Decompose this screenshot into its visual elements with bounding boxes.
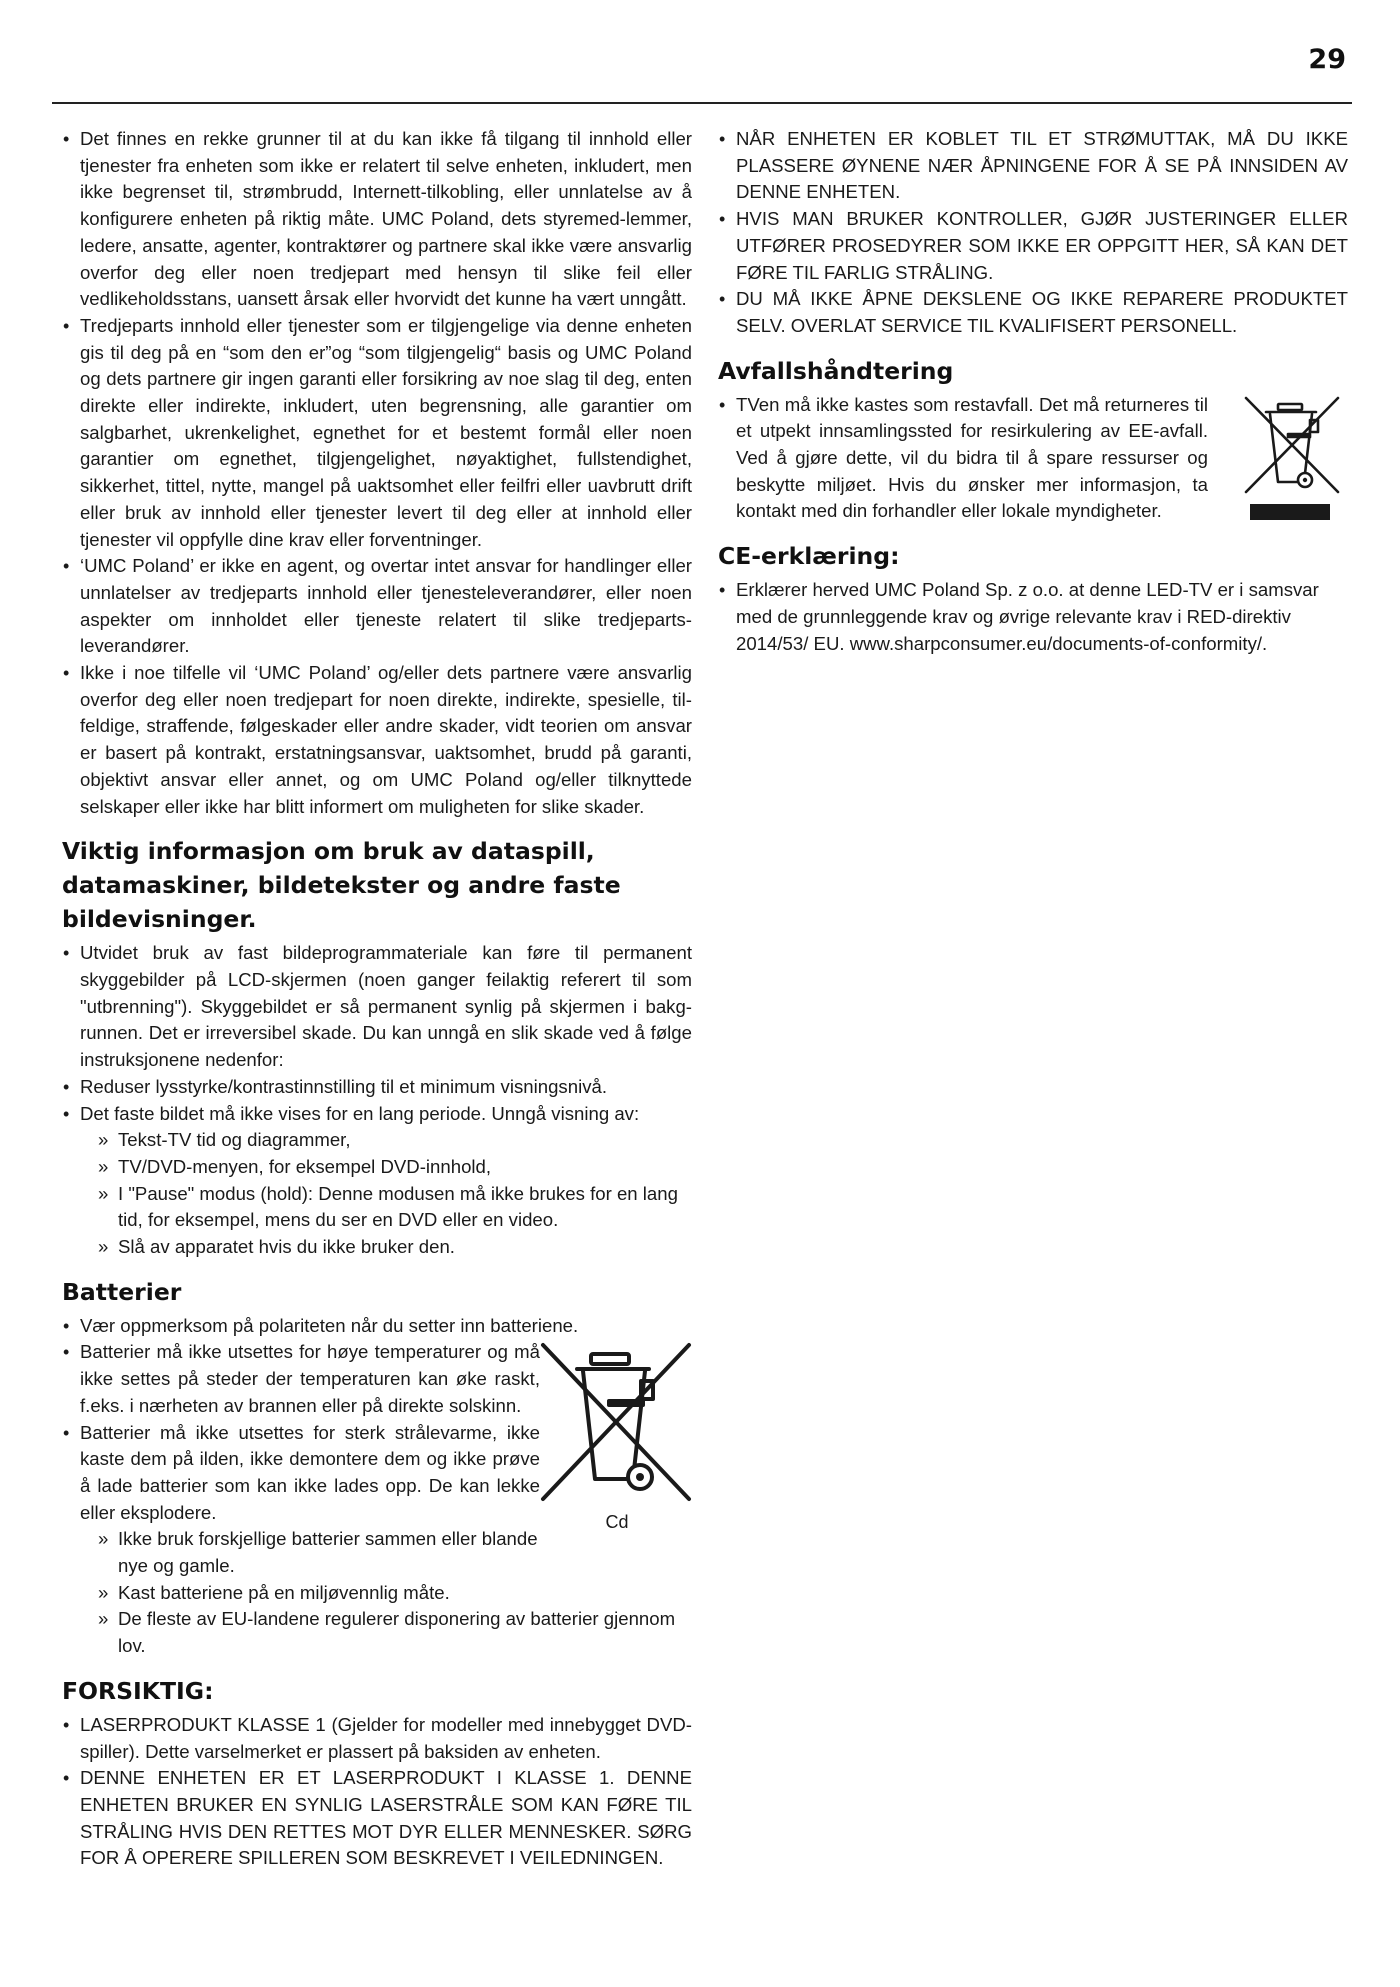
avfall-bullet-list: [718, 392, 1208, 526]
sub-list-item: » TV/DVD-menyen, for eksempel DVD-innhold,: [62, 1154, 692, 1181]
viktig-sub-list: [62, 1127, 692, 1261]
batterier-bullet-list: [62, 1313, 692, 1340]
batterier-sub-list: [62, 1526, 692, 1660]
list-item: • Reduser lysstyrke/kontrastinnstilling til et minimum visningsnivå.: [62, 1074, 692, 1101]
section-heading-forsiktig: FORSIKTIG:: [62, 1676, 214, 1705]
batterier-icon-block: [62, 1339, 692, 1533]
list-item: [62, 1101, 692, 1261]
weee-bin-icon: [1242, 394, 1342, 535]
sub-list-item: » De fleste av EU-landene regulerer disponering av batterier gjennom lov.: [62, 1606, 692, 1659]
list-item: • Ikke i noe tilfelle vil ‘UMC Poland’ og/eller dets partnere være ansvarlig overfor deg eller noen tredjepart for noen direkte, indirekte, spesielle, til-feldige, straffende, følgeskader eller andre skader, vidt teorien om ansvar er basert på kontrakt, erstatningsansvar, uaktsomhet, brudd på garanti, objektivt ansvar eller annet, og om UMC Poland og/eller tilknyttede selskaper eller ikke har blitt informert om muligheten for slike skader.: [62, 660, 692, 820]
intro-bullet-list: [62, 126, 692, 820]
list-item: • DENNE ENHETEN ER ET LASERPRODUKT I KLASSE 1. DENNE ENHETEN BRUKER EN SYNLIG LASERSTRÅLE SOM KAN FØRE TIL STRÅLING HVIS DEN RETTES MOT DYR ELLER MENNESKER. SØRG FOR Å OPERERE SPILLEREN SOM BESKREVET I VEILEDNINGEN.: [62, 1765, 692, 1872]
battery-icon-caption: Cd: [605, 1512, 629, 1533]
list-item: • Tredjeparts innhold eller tjenester som er tilgjengelige via denne enheten gis til deg på en “som den er”og “som tilgjengelig“ basis og UMC Poland og dets partnere gir ingen garanti eller forsikring av noe slag til deg, enten direkte eller indirekte, inkludert, uten begrensning, alle garantier om salgbarhet, ukrenkelighet, egnethet for et bestemt formål eller noen garantier om egnethet, tilgjengelighet, nøyaktighet, fullstendighet, sikkerhet, tittel, nytte, mangel på uaktsomhet eller feilfri eller uavbrutt drift eller bruk av innhold eller tjenester levert til deg eller at innhold eller tjenester vil oppfylle dine krav eller forventninger.: [62, 313, 692, 553]
section-heading-avfall: Avfallshåndtering: [718, 356, 954, 385]
sub-list-item: » Kast batteriene på en miljøvennlig måte.: [62, 1580, 692, 1607]
page-number: 29: [1308, 44, 1346, 75]
sub-list-item: » I "Pause" modus (hold): Denne modusen må ikke brukes for en lang tid, for eksempel, mens du ser en DVD eller en video.: [62, 1181, 692, 1234]
ce-bullet-list: [718, 577, 1348, 657]
header-divider: [52, 102, 1352, 104]
list-item: • LASERPRODUKT KLASSE 1 (Gjelder for modeller med innebygget DVD-spiller). Dette varselmerket er plassert på baksiden av enheten.: [62, 1712, 692, 1765]
list-item: • HVIS MAN BRUKER KONTROLLER, GJØR JUSTERINGER ELLER UTFØRER PROSEDYRER SOM IKKE ER OPPGITT HER, SÅ KAN DET FØRE TIL FARLIG STRÅLING.: [718, 206, 1348, 286]
list-item: • TVen må ikke kastes som restavfall. Det må returneres til et utpekt innsamlingssted for resirkulering av EE-avfall. Ved å gjøre dette, vil du bidra til å spare ressurser og beskytte miljøet. Hvis du ønsker mer informasjon, ta kontakt med din forhandler eller lokale myndigheter.: [718, 392, 1208, 526]
section-heading-ce: CE-erklæring:: [718, 542, 900, 571]
left-column: [62, 126, 692, 1872]
list-item: • ‘UMC Poland’ er ikke en agent, og overtar intet ansvar for handlinger eller unnlatelser av tredjeparts innhold eller tjenesteleverandører, eller noen aspekter om innholdet eller tjeneste relatert til slike tredjeparts-leverandører.: [62, 553, 692, 660]
crossed-bin-icon: [537, 1339, 697, 1509]
list-item: • Vær oppmerksom på polariteten når du setter inn batteriene.: [62, 1313, 692, 1340]
list-item: • Batterier må ikke utsettes for høye temperaturer og må ikke settes på steder der temperaturen kan øke raskt, f.eks. i nærheten av brannen eller på direkte solskinn.: [62, 1339, 540, 1419]
viktig-bullet-list: [62, 940, 692, 1260]
list-item: • Batterier må ikke utsettes for sterk strålevarme, ikke kaste dem på ilden, ikke demontere dem og ikke prøve å lade batterier som kan ikke lades opp. De kan lekke eller eksplodere.: [62, 1420, 540, 1527]
list-item: • NÅR ENHETEN ER KOBLET TIL ET STRØMUTTAK, MÅ DU IKKE PLASSERE ØYNENE NÆR ÅPNINGENE FOR Å SE PÅ INNSIDEN AV DENNE ENHETEN.: [718, 126, 1348, 206]
right-column: [718, 126, 1348, 657]
list-item: • Erklærer herved UMC Poland Sp. z o.o. at denne LED-TV er i samsvar med de grunnleggende krav og øvrige relevante krav i RED-direktiv 2014/53/ EU. www.sharpconsumer.eu/documents-of-conformity/.: [718, 577, 1348, 657]
avfall-text: [718, 392, 1208, 526]
list-item: • DU MÅ IKKE ÅPNE DEKSLENE OG IKKE REPARERE PRODUKTET SELV. OVERLAT SERVICE TIL KVALIFISERT PERSONELL.: [718, 286, 1348, 339]
forsiktig-bullet-list: [62, 1712, 692, 1872]
section-heading-batterier: Batterier: [62, 1277, 182, 1306]
sub-list-item: » Ikke bruk forskjellige batterier sammen eller blande nye og gamle.: [62, 1526, 538, 1579]
batterier-bullet-list-2: [62, 1339, 540, 1526]
avfall-icon-block: [718, 392, 1348, 526]
sub-list-item: » Slå av apparatet hvis du ikke bruker den.: [62, 1234, 692, 1261]
list-item: • Utvidet bruk av fast bildeprogrammateriale kan føre til permanent skyggebilder på LCD-skjermen (noen ganger feilaktig referert til som "utbrenning"). Skyggebildet er så permanent synlig på skjermen i bakg-runnen. Det er irreversibel skade. Du kan unngå en slik skade ved å følge instruksjonene nedenfor:: [62, 940, 692, 1074]
warning-bullet-list: [718, 126, 1348, 340]
sub-list-item: » Tekst-TV tid og diagrammer,: [62, 1127, 692, 1154]
batterier-text: [62, 1339, 540, 1526]
section-heading-viktig: Viktig informasjon om bruk av dataspill, datamaskiner, bildetekster og andre faste bildevisninger.: [62, 837, 621, 934]
crossed-bin-battery-icon: [537, 1339, 697, 1533]
list-item: • Det finnes en rekke grunner til at du kan ikke få tilgang til innhold eller tjenester fra enheten som ikke er relatert til selve enheten, inkludert, men ikke begrenset til, strømbrudd, Internett-tilkobling, eller unnlatelse av å konfigurere enheten på riktig måte. UMC Poland, dets styremed-lemmer, ledere, ansatte, agenter, kontraktører og partnere skal ikke være ansvarlig overfor deg eller noen tredjepart med hensyn til slike feil eller vedlikeholdsstans, uansett årsak eller hvorvidt det kunne ha vært unngått.: [62, 126, 692, 313]
crossed-bin-icon: [1242, 394, 1342, 530]
list-item-text: Det faste bildet må ikke vises for en lang periode. Unngå visning av:: [80, 1102, 640, 1124]
